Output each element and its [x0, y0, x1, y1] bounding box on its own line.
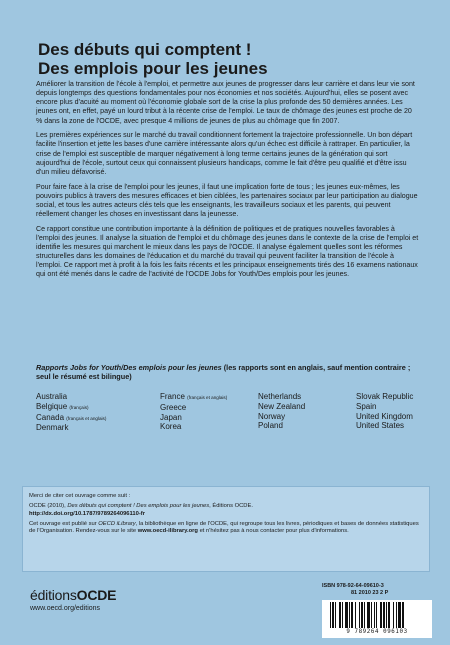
summary-text — [36, 80, 420, 285]
title-line-2: Des emplois pour les jeunes — [38, 59, 268, 78]
library-note: Cet ouvrage est publié sur OECD iLibrary, la bibliothèque en ligne de l'OCDE, qui regroupe tous les livres, périodiques et bases de données statistiques de l'Organisation. Rendez-vous sur le site www.oecd-ilibrary.org et n'hésitez pas à nous contacter pour plus d'informations. — [29, 520, 419, 535]
publisher-logo: éditionsOCDE — [30, 587, 117, 603]
country-item: Slovak Republic — [356, 392, 414, 401]
paragraph-1: Améliorer la transition de l'école à l'emploi, et permettre aux jeunes de progresser dans leur carrière et dans leur vie sont depuis longtemps des questions fondamentales pour nos économies et nos sociétés. Aujourd'hui, elles se posent avec encore plus d'acuité au moment où l'économie globale sort de la crise la plus profonde des 50 dernières années. Les jeunes ont, en effet, payé un lourd tribut à la récente crise de l'emploi. Le taux de chômage des jeunes est proche de 20 % dans la zone de l'OCDE, avec presque 4 millions de jeunes de plus au chômage que fin 2007. — [36, 80, 415, 125]
paragraph-3: Pour faire face à la crise de l'emploi pour les jeunes, il faut une implication forte de tous ; les jeunes eux-mêmes, les pouvoirs publics à travers des mesures efficaces et bien ciblées, les partenaires sociaux par leur participation au dialogue social, et tous les autres acteurs clés tels que les enseignants, les travailleurs sociaux et les parents, qui peuvent réellement changer les choses en investissant dans la jeunesse. — [36, 182, 418, 219]
country-item: United States — [356, 421, 405, 431]
country-column-3 — [258, 392, 305, 431]
country-column-2 — [160, 392, 227, 432]
country-item: Greece — [160, 402, 187, 412]
citation-box — [22, 486, 430, 572]
country-item: Norway — [258, 411, 286, 421]
paragraph-4: Ce rapport constitue une contribution importante à la définition de politiques et de pratiques nouvelles favorables à l'emploi des jeunes. Il analyse la situation de l'emploi et du chômage des jeunes dans le contexte de la crise de l'emploi et identifie les mesures qui marchent le mieux dans les pays de l'OCDE. Il analyse également quelles sont les réformes structurelles dans les domaines de l'éducation et du marché du travail qui peuvent faciliter la transition de l'école à l'emploi. Ce rapport met à profit à la fois les faits récents et les principaux enseignements tirés des 16 examens nationaux qui ont été menés dans le cadre de l'activité de l'OCDE Jobs for Youth/Des emplois pour les jeunes. — [36, 224, 419, 279]
country-item: Australia — [36, 392, 68, 401]
country-item: Spain — [356, 401, 377, 411]
ilibrary-link[interactable]: www.oecd-ilibrary.org — [137, 528, 198, 535]
doi-link[interactable]: http://dx.doi.org/10.1787/9789264096110-fr — [29, 510, 145, 517]
barcode-bars — [330, 602, 424, 628]
reports-series-note: (les rapports sont en anglais, sauf mention contraire ; seul le résumé est bilingue) — [36, 363, 411, 382]
citation-intro: Merci de citer cet ouvrage comme suit : — [29, 493, 131, 499]
title-line-1: Des débuts qui comptent ! — [38, 40, 252, 59]
country-item: Belgique (français) — [36, 401, 89, 411]
citation-reference: OCDE (2010), Des débuts qui comptent ! Des emplois pour les jeunes, Éditions OCDE. http://dx.doi.org/10.1787/9789264096110-fr — [29, 503, 253, 517]
country-item: New Zealand — [258, 401, 306, 411]
book-title — [38, 40, 428, 78]
country-item: Netherlands — [258, 392, 302, 401]
country-item: France (français et anglais) — [160, 392, 228, 401]
isbn-number: ISBN 978-92-64-09610-3 — [322, 583, 384, 589]
isbn-block — [322, 583, 432, 596]
country-item: Canada (français et anglais) — [36, 412, 107, 422]
country-item: Denmark — [36, 423, 69, 433]
paragraph-2: Les premières expériences sur le marché du travail conditionnent fortement la trajectoire professionnelle. Un bon départ facilite l'insertion et jette les bases d'une carrière intéressante alors qu'un échec est difficile à rattraper. En particulier, la crise de l'emploi est susceptible de marquer négativement à long terme certains jeunes de la génération qui sort aujourd'hui de l'école, surtout ceux qui connaissent plusieurs handicaps, comme le fait d'être peu qualifié et d'être issu d'un milieu défavorisé. — [36, 131, 413, 176]
country-item: Korea — [160, 422, 182, 432]
country-column-4 — [356, 392, 413, 431]
country-item: Poland — [258, 421, 283, 431]
country-item: United Kingdom — [356, 411, 413, 421]
reports-series-heading — [36, 363, 420, 382]
reports-series-title: Rapports Jobs for Youth/Des emplois pour les jeunes — [36, 363, 222, 372]
publisher-url[interactable]: www.oecd.org/editions — [30, 605, 101, 612]
barcode-digits: 9 789264 096103 — [346, 629, 408, 635]
country-column-1 — [36, 392, 106, 433]
country-item: Japan — [160, 412, 182, 422]
product-code: 81 2010 23 2 P — [351, 589, 389, 596]
